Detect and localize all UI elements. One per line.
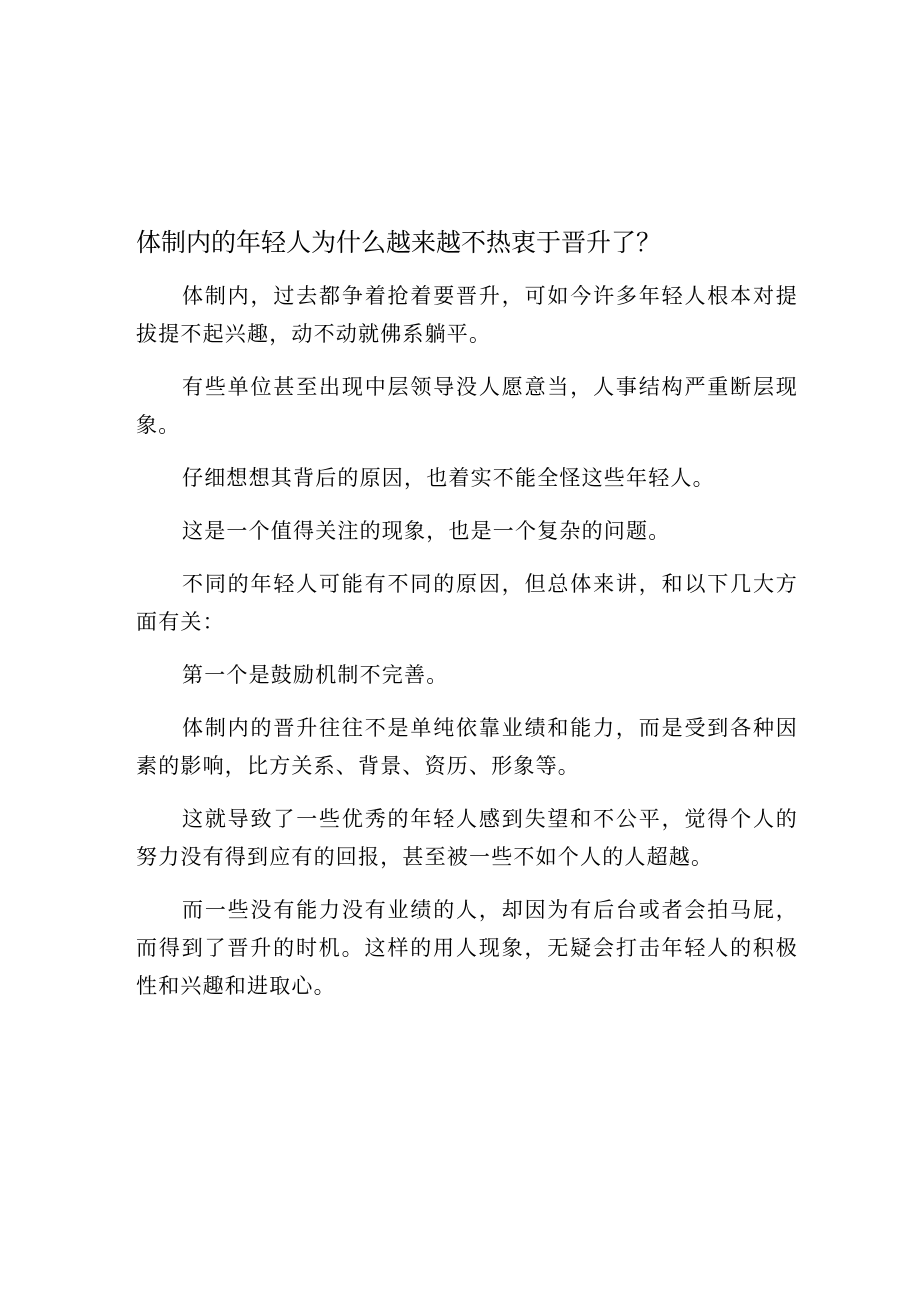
paragraph-1: 体制内，过去都争着抢着要晋升，可如今许多年轻人根本对提拔提不起兴趣，动不动就佛系躺平。 [136, 284, 798, 346]
article-body [136, 225, 798, 1020]
paragraph-8: 这就导致了一些优秀的年轻人感到失望和不公平，觉得个人的努力没有得到应有的回报，甚至被一些不如个人的人超越。 [136, 807, 798, 869]
paragraph-4: 这是一个值得关注的现象，也是一个复杂的问题。 [182, 519, 671, 543]
paragraph-6: 第一个是鼓励机制不完善。 [182, 663, 449, 687]
paragraph-2: 有些单位甚至出现中层领导没人愿意当，人事结构严重断层现象。 [136, 375, 798, 437]
paragraph-3: 仔细想想其背后的原因，也着实不能全怪这些年轻人。 [182, 466, 715, 490]
article-title: 体制内的年轻人为什么越来越不热衷于晋升了？ [136, 228, 662, 257]
paragraph-9: 而一些没有能力没有业绩的人，却因为有后台或者会拍马屁，而得到了晋升的时机。这样的用人现象，无疑会打击年轻人的积极性和兴趣和进取心。 [136, 898, 798, 998]
paragraph-7: 体制内的晋升往往不是单纯依靠业绩和能力，而是受到各种因素的影响，比方关系、背景、资历、形象等。 [136, 716, 798, 778]
paragraph-5: 不同的年轻人可能有不同的原因，但总体来讲，和以下几大方面有关： [136, 572, 798, 634]
